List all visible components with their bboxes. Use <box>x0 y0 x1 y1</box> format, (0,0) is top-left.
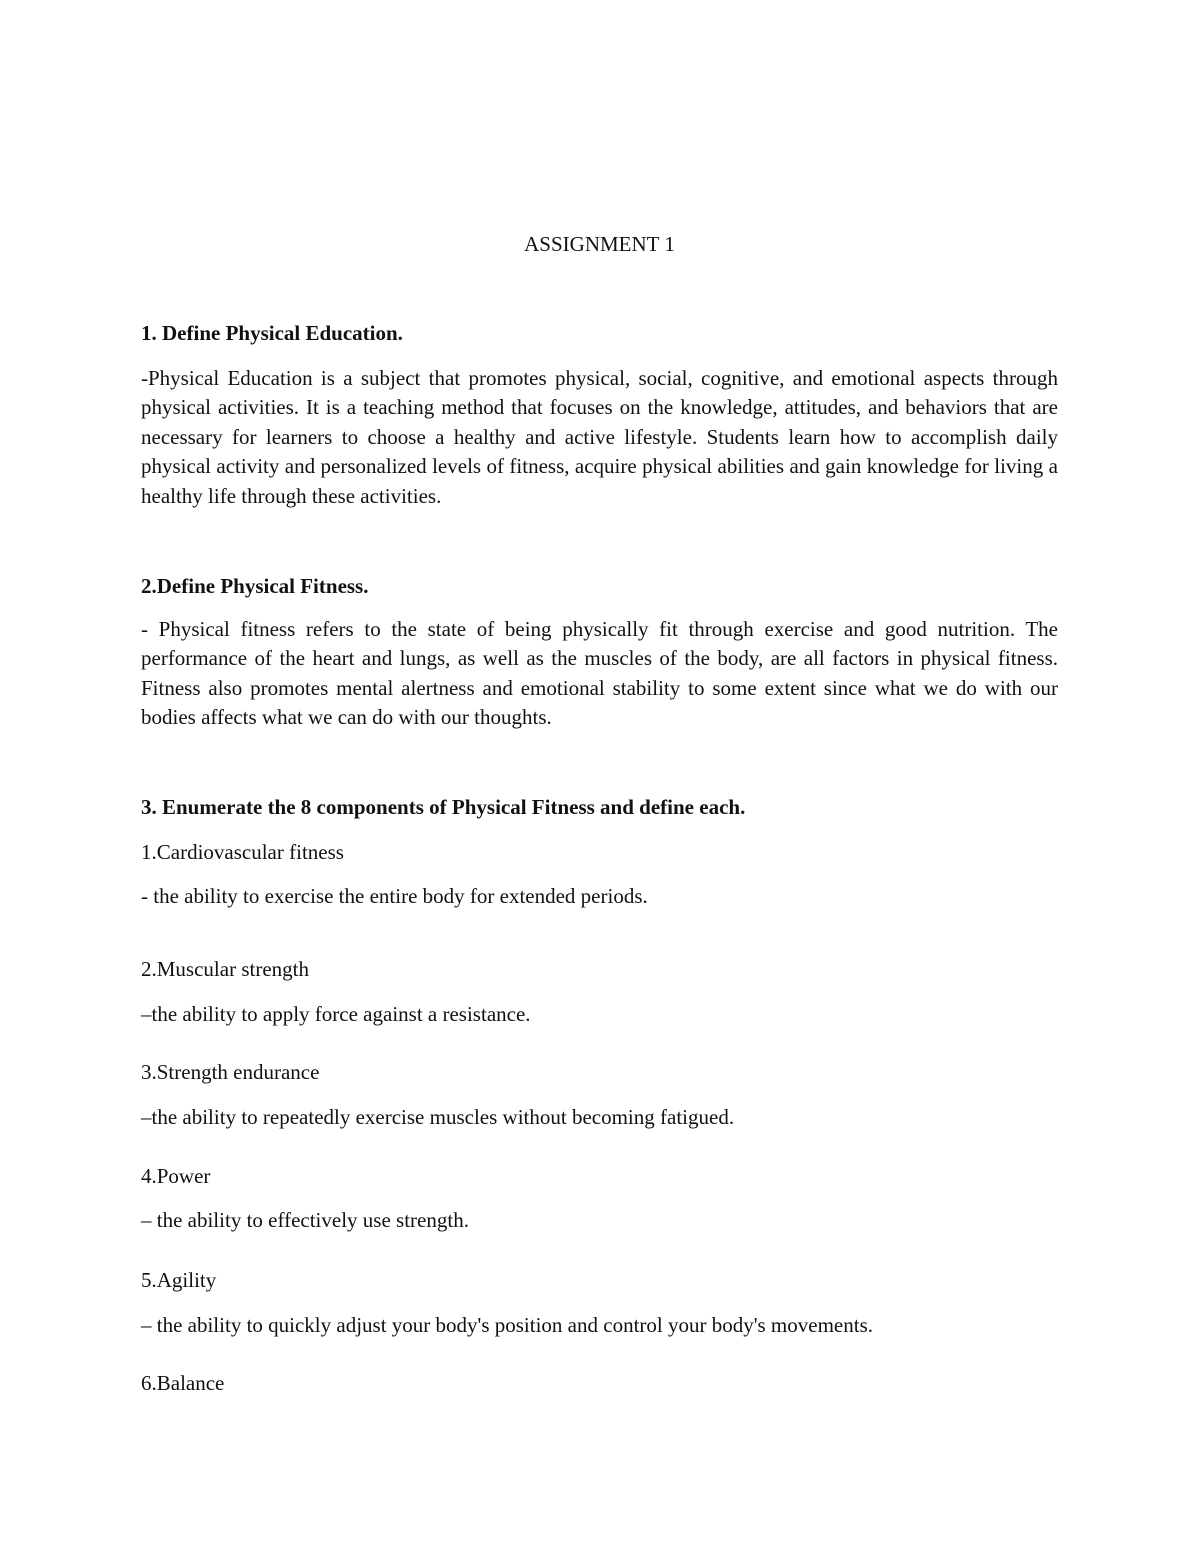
component-name: 2.Muscular strength <box>141 957 309 981</box>
component-name: 1.Cardiovascular fitness <box>141 840 344 864</box>
component-name: 3.Strength endurance <box>141 1060 320 1084</box>
component-name: 5.Agility <box>141 1268 217 1292</box>
question-2-answer: - Physical fitness refers to the state of being physically fit through exercise and good nutrition. The performance of the heart and lungs, as well as the muscles of the body, are all factors in physical fitness. Fitness also promotes mental alertness and emotional stability to some extent since what we do with our bodies affects what we can do with our thoughts. <box>141 617 1058 730</box>
question-2-heading: 2.Define Physical Fitness. <box>141 574 369 598</box>
question-1-answer: -Physical Education is a subject that promotes physical, social, cognitive, and emotional aspects through physical activities. It is a teaching method that focuses on the knowledge, attitudes, and behaviors that are necessary for learners to choose a healthy and active lifestyle. Students learn how to accomplish daily physical activity and personalized levels of fitness, acquire physical abilities and gain knowledge for living a healthy life through these activities. <box>141 366 1058 508</box>
component-definition: –the ability to apply force against a resistance. <box>141 1002 531 1026</box>
question-1-heading: 1. Define Physical Education. <box>141 321 403 345</box>
component-definition: - the ability to exercise the entire body for extended periods. <box>141 884 648 908</box>
component-definition: – the ability to quickly adjust your body's position and control your body's movements. <box>141 1313 873 1337</box>
component-name: 4.Power <box>141 1164 211 1188</box>
question-3-heading: 3. Enumerate the 8 components of Physical Fitness and define each. <box>141 795 746 819</box>
component-name: 6.Balance <box>141 1371 225 1395</box>
component-definition: –the ability to repeatedly exercise muscles without becoming fatigued. <box>141 1105 735 1129</box>
document-title: ASSIGNMENT 1 <box>524 232 675 256</box>
component-definition: – the ability to effectively use strength. <box>141 1208 469 1232</box>
